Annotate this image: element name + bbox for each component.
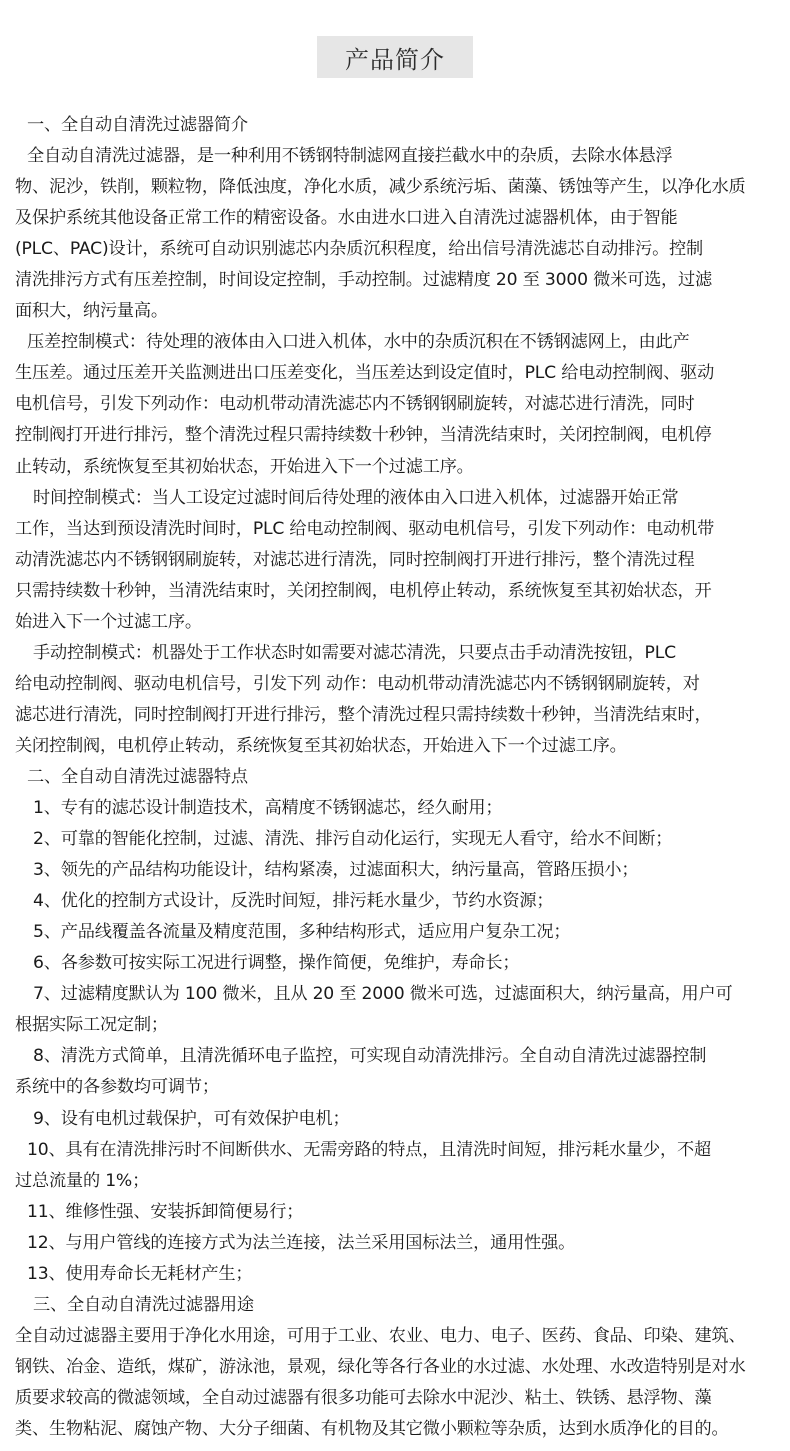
page-title: 产品简介 xyxy=(317,36,473,78)
text-line: 控制阀打开进行排污，整个清洗过程只需持续数十秒钟，当清洗结束时，关闭控制阀，电机停 xyxy=(15,425,712,446)
text-line: 8、清洗方式简单，且清洗循环电子监控，可实现自动清洗排污。全自动自清洗过滤器控制 xyxy=(33,1046,707,1067)
text-line: 9、设有电机过载保护，可有效保护电机； xyxy=(33,1108,350,1129)
text-line: 止转动，系统恢复至其初始状态，开始进入下一个过滤工序。 xyxy=(15,456,474,477)
text-line: 6、各参数可按实际工况进行调整，操作简便，免维护，寿命长； xyxy=(33,953,520,974)
text-line: 4、优化的控制方式设计，反洗时间短，排污耗水量少，节约水资源； xyxy=(33,891,554,912)
text-line: 12、与用户管线的连接方式为法兰连接，法兰采用国标法兰，通用性强。 xyxy=(27,1232,576,1253)
text-line: 始进入下一个过滤工序。 xyxy=(15,611,202,632)
section-heading: 三、全自动自清洗过滤器用途 xyxy=(33,1294,254,1315)
article-body xyxy=(15,110,777,1445)
text-line: 10、具有在清洗排污时不间断供水、无需旁路的特点，且清洗时间短，排污耗水量少，不超 xyxy=(27,1139,711,1160)
text-line: 工作，当达到预设清洗时间时，PLC 给电动控制阀、驱动电机信号，引发下列动作：电动机带 xyxy=(15,518,715,539)
text-line: 11、维修性强、安装拆卸简便易行； xyxy=(27,1201,304,1222)
text-line: 关闭控制阀，电机停止转动，系统恢复至其初始状态，开始进入下一个过滤工序。 xyxy=(15,735,627,756)
text-line: 全自动自清洗过滤器，是一种利用不锈钢特制滤网直接拦截水中的杂质，去除水体悬浮 xyxy=(27,146,673,167)
text-line: 动清洗滤芯内不锈钢钢刷旋转，对滤芯进行清洗，同时控制阀打开进行排污，整个清洗过程 xyxy=(15,549,695,570)
text-line: 系统中的各参数均可调节； xyxy=(15,1077,219,1098)
text-line: 根据实际工况定制； xyxy=(15,1015,168,1036)
text-line: 全自动过滤器主要用于净化水用途，可用于工业、农业、电力、电子、医药、食品、印染、建筑、 xyxy=(15,1325,746,1346)
text-line: 钢铁、冶金、造纸，煤矿，游泳池，景观，绿化等各行各业的水过滤、水处理、水改造特别是对水 xyxy=(15,1356,746,1377)
text-line: 滤芯进行清洗，同时控制阀打开进行排污，整个清洗过程只需持续数十秒钟，当清洗结束时， xyxy=(15,704,712,725)
text-line: 只需持续数十秒钟，当清洗结束时，关闭控制阀，电机停止转动，系统恢复至其初始状态，开 xyxy=(15,580,712,601)
section-heading: 一、全自动自清洗过滤器简介 xyxy=(27,115,248,135)
text-line: 7、过滤精度默认为 100 微米，且从 20 至 2000 微米可选，过滤面积大，纳污量高，用户可 xyxy=(33,984,733,1005)
text-line: 压差控制模式：待处理的液体由入口进入机体，水中的杂质沉积在不锈钢滤网上，由此产 xyxy=(27,332,690,353)
title-wrap xyxy=(0,36,790,78)
text-line: 物、泥沙，铁削，颗粒物，降低浊度，净化水质，减少系统污垢、菌藻、锈蚀等产生，以净化水质 xyxy=(15,177,746,198)
text-line: (PLC、PAC)设计，系统可自动识别滤芯内杂质沉积程度，给出信号清洗滤芯自动排污。控制 xyxy=(15,239,704,260)
text-line: 13、使用寿命长无耗材产生； xyxy=(27,1263,253,1284)
text-line: 3、领先的产品结构功能设计，结构紧凑，过滤面积大，纳污量高，管路压损小； xyxy=(33,860,639,881)
text-line: 及保护系统其他设备正常工作的精密设备。水由进水口进入自清洗过滤器机体，由于智能 xyxy=(15,208,678,229)
text-line: 面积大，纳污量高。 xyxy=(15,301,168,322)
text-line: 给电动控制阀、驱动电机信号，引发下列 动作：电动机带动清洗滤芯内不锈钢钢刷旋转，对 xyxy=(15,673,700,694)
section-heading: 二、全自动自清洗过滤器特点 xyxy=(27,766,248,787)
text-line: 5、产品线覆盖各流量及精度范围，多种结构形式，适应用户复杂工况； xyxy=(33,922,571,943)
text-line: 质要求较高的微滤领域，全自动过滤器有很多功能可去除水中泥沙、粘土、铁锈、悬浮物、藻 xyxy=(15,1387,712,1408)
text-line: 手动控制模式：机器处于工作状态时如需要对滤芯清洗，只要点击手动清洗按钮，PLC xyxy=(33,642,676,663)
text-line: 1、专有的滤芯设计制造技术，高精度不锈钢滤芯，经久耐用； xyxy=(33,798,503,819)
text-line: 时间控制模式：当人工设定过滤时间后待处理的液体由入口进入机体，过滤器开始正常 xyxy=(33,487,679,508)
text-line: 类、生物粘泥、腐蚀产物、大分子细菌、有机物及其它微小颗粒等杂质，达到水质净化的目的。 xyxy=(15,1418,729,1439)
text-line: 2、可靠的智能化控制，过滤、清洗、排污自动化运行，实现无人看守，给水不间断； xyxy=(33,829,673,850)
text-line: 电机信号，引发下列动作：电动机带动清洗滤芯内不锈钢钢刷旋转，对滤芯进行清洗，同时 xyxy=(15,394,695,415)
text-line: 清洗排污方式有压差控制，时间设定控制，手动控制。过滤精度 20 至 3000 微米可选，过滤 xyxy=(15,270,713,291)
text-line: 过总流量的 1%； xyxy=(15,1170,150,1191)
text-line: 生压差。通过压差开关监测进出口压差变化，当压差达到设定值时，PLC 给电动控制阀、驱动 xyxy=(15,363,715,384)
